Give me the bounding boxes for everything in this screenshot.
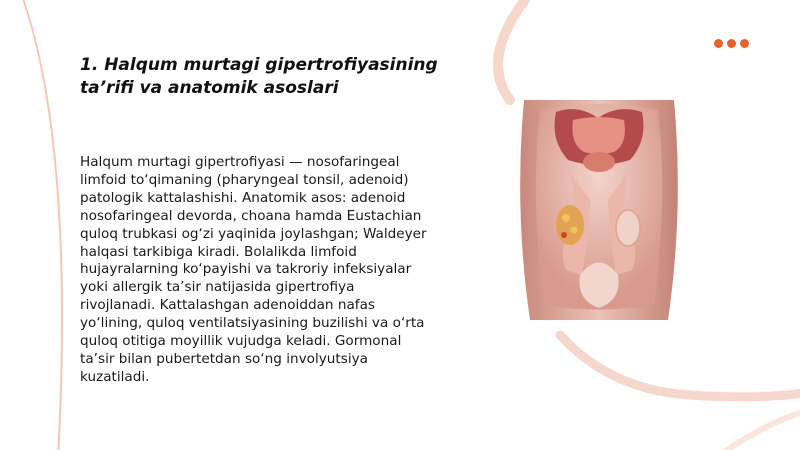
bottom-right-arc	[720, 410, 800, 450]
dot	[714, 39, 723, 48]
top-arc	[498, 0, 525, 100]
dot	[727, 39, 736, 48]
soft-palate	[572, 117, 624, 154]
enlarged-tonsil	[556, 205, 584, 245]
dot	[740, 39, 749, 48]
uvula	[583, 152, 615, 172]
bottom-arc	[560, 335, 800, 397]
right-tonsil	[616, 210, 640, 246]
tonsil-follicle	[561, 232, 567, 238]
slide-body-text: Halqum murtagi gipertrofiyasi — nosofaringeal limfoid to‘qimaning (pharyngeal tonsil, adenoid) patologik kattalashishi. Anatomik asos: adenoid nosofaringeal devorda, choana hamda Eustachian quloq trubkasi og‘zi yaqinida joylashgan; Waldeyer halqasi tarkibiga kiradi. Bolalikda limfoid hujayralarning ko‘payishi va takroriy infeksiyalar yoki allergik ta’sir natijasida gipertrofiya rivojlanadi. Kattalashgan adenoiddan nafas yo‘lining, quloq ventilatsiyasining buzilishi va o‘rta quloq otitiga moyillik vujudga keladi. Gormonal ta’sir bilan pubertetdan so‘ng involyutsiya kuzatiladi.	[80, 154, 427, 385]
tonsil-follicle	[562, 214, 570, 222]
left-arc-line	[20, 0, 62, 450]
slide-title: 1. Halqum murtagi gipertrofiyasining ta’rifi va anatomik asoslari	[80, 55, 438, 98]
three-dots-icon	[714, 39, 749, 48]
tonsil-follicle	[571, 227, 578, 234]
throat-anatomy-illustration	[518, 100, 680, 320]
